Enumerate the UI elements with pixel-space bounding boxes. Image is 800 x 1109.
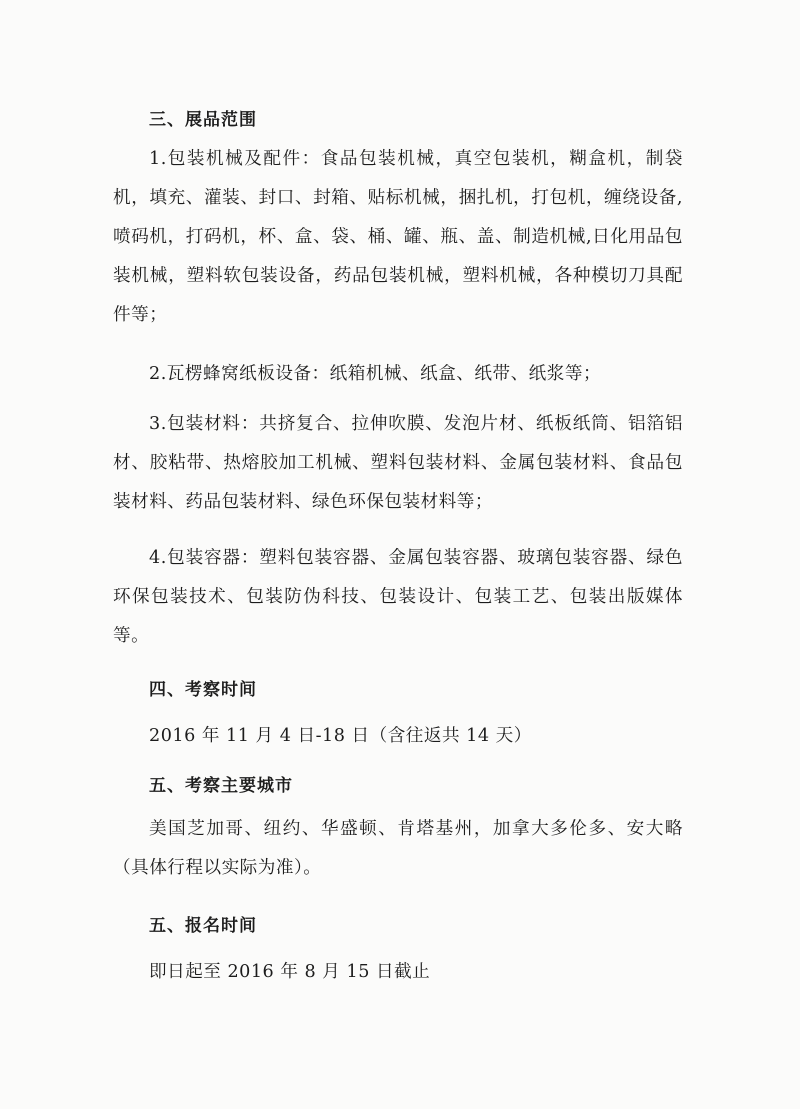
exhibit-item-materials: 3.包装材料：共挤复合、拉伸吹膜、发泡片材、纸板纸筒、铝箔铝材、胶粘带、热熔胶加工机械、塑料包装材料、金属包装材料、食品包装材料、药品包装材料、绿色环保包装材料等； <box>113 414 683 512</box>
exhibit-item-containers: 4.包装容器：塑料包装容器、金属包装容器、玻璃包装容器、绿色环保包装技术、包装防伪科技、包装设计、包装工艺、包装出版媒体等。 <box>113 548 683 646</box>
section-heading-registration: 五、报名时间 <box>149 916 257 936</box>
section-heading-cities: 五、考察主要城市 <box>149 776 293 796</box>
section-heading-exhibits: 三、展品范围 <box>149 110 257 130</box>
exhibit-item-machinery: 1.包装机械及配件：食品包装机械，真空包装机，糊盒机，制袋机，填充、灌装、封口、封箱、贴标机械，捆扎机，打包机，缠绕设备,喷码机，打码机，杯、盒、袋、桶、罐、瓶、盖、制造机械,日化用品包装机械，塑料软包装设备，药品包装机械，塑料机械，各种模切刀具配件等； <box>113 149 683 325</box>
inspection-time-text: 2016 年 11 月 4 日-18 日（含往返共 14 天） <box>149 726 532 746</box>
section-heading-time: 四、考察时间 <box>149 680 257 700</box>
inspection-cities-text: 美国芝加哥、纽约、华盛顿、肯塔基州，加拿大多伦多、安大略（具体行程以实际为准）。 <box>113 819 683 878</box>
registration-time-text: 即日起至 2016 年 8 月 15 日截止 <box>149 962 431 982</box>
exhibit-item-corrugated: 2.瓦楞蜂窝纸板设备：纸箱机械、纸盒、纸带、纸浆等； <box>149 364 602 384</box>
